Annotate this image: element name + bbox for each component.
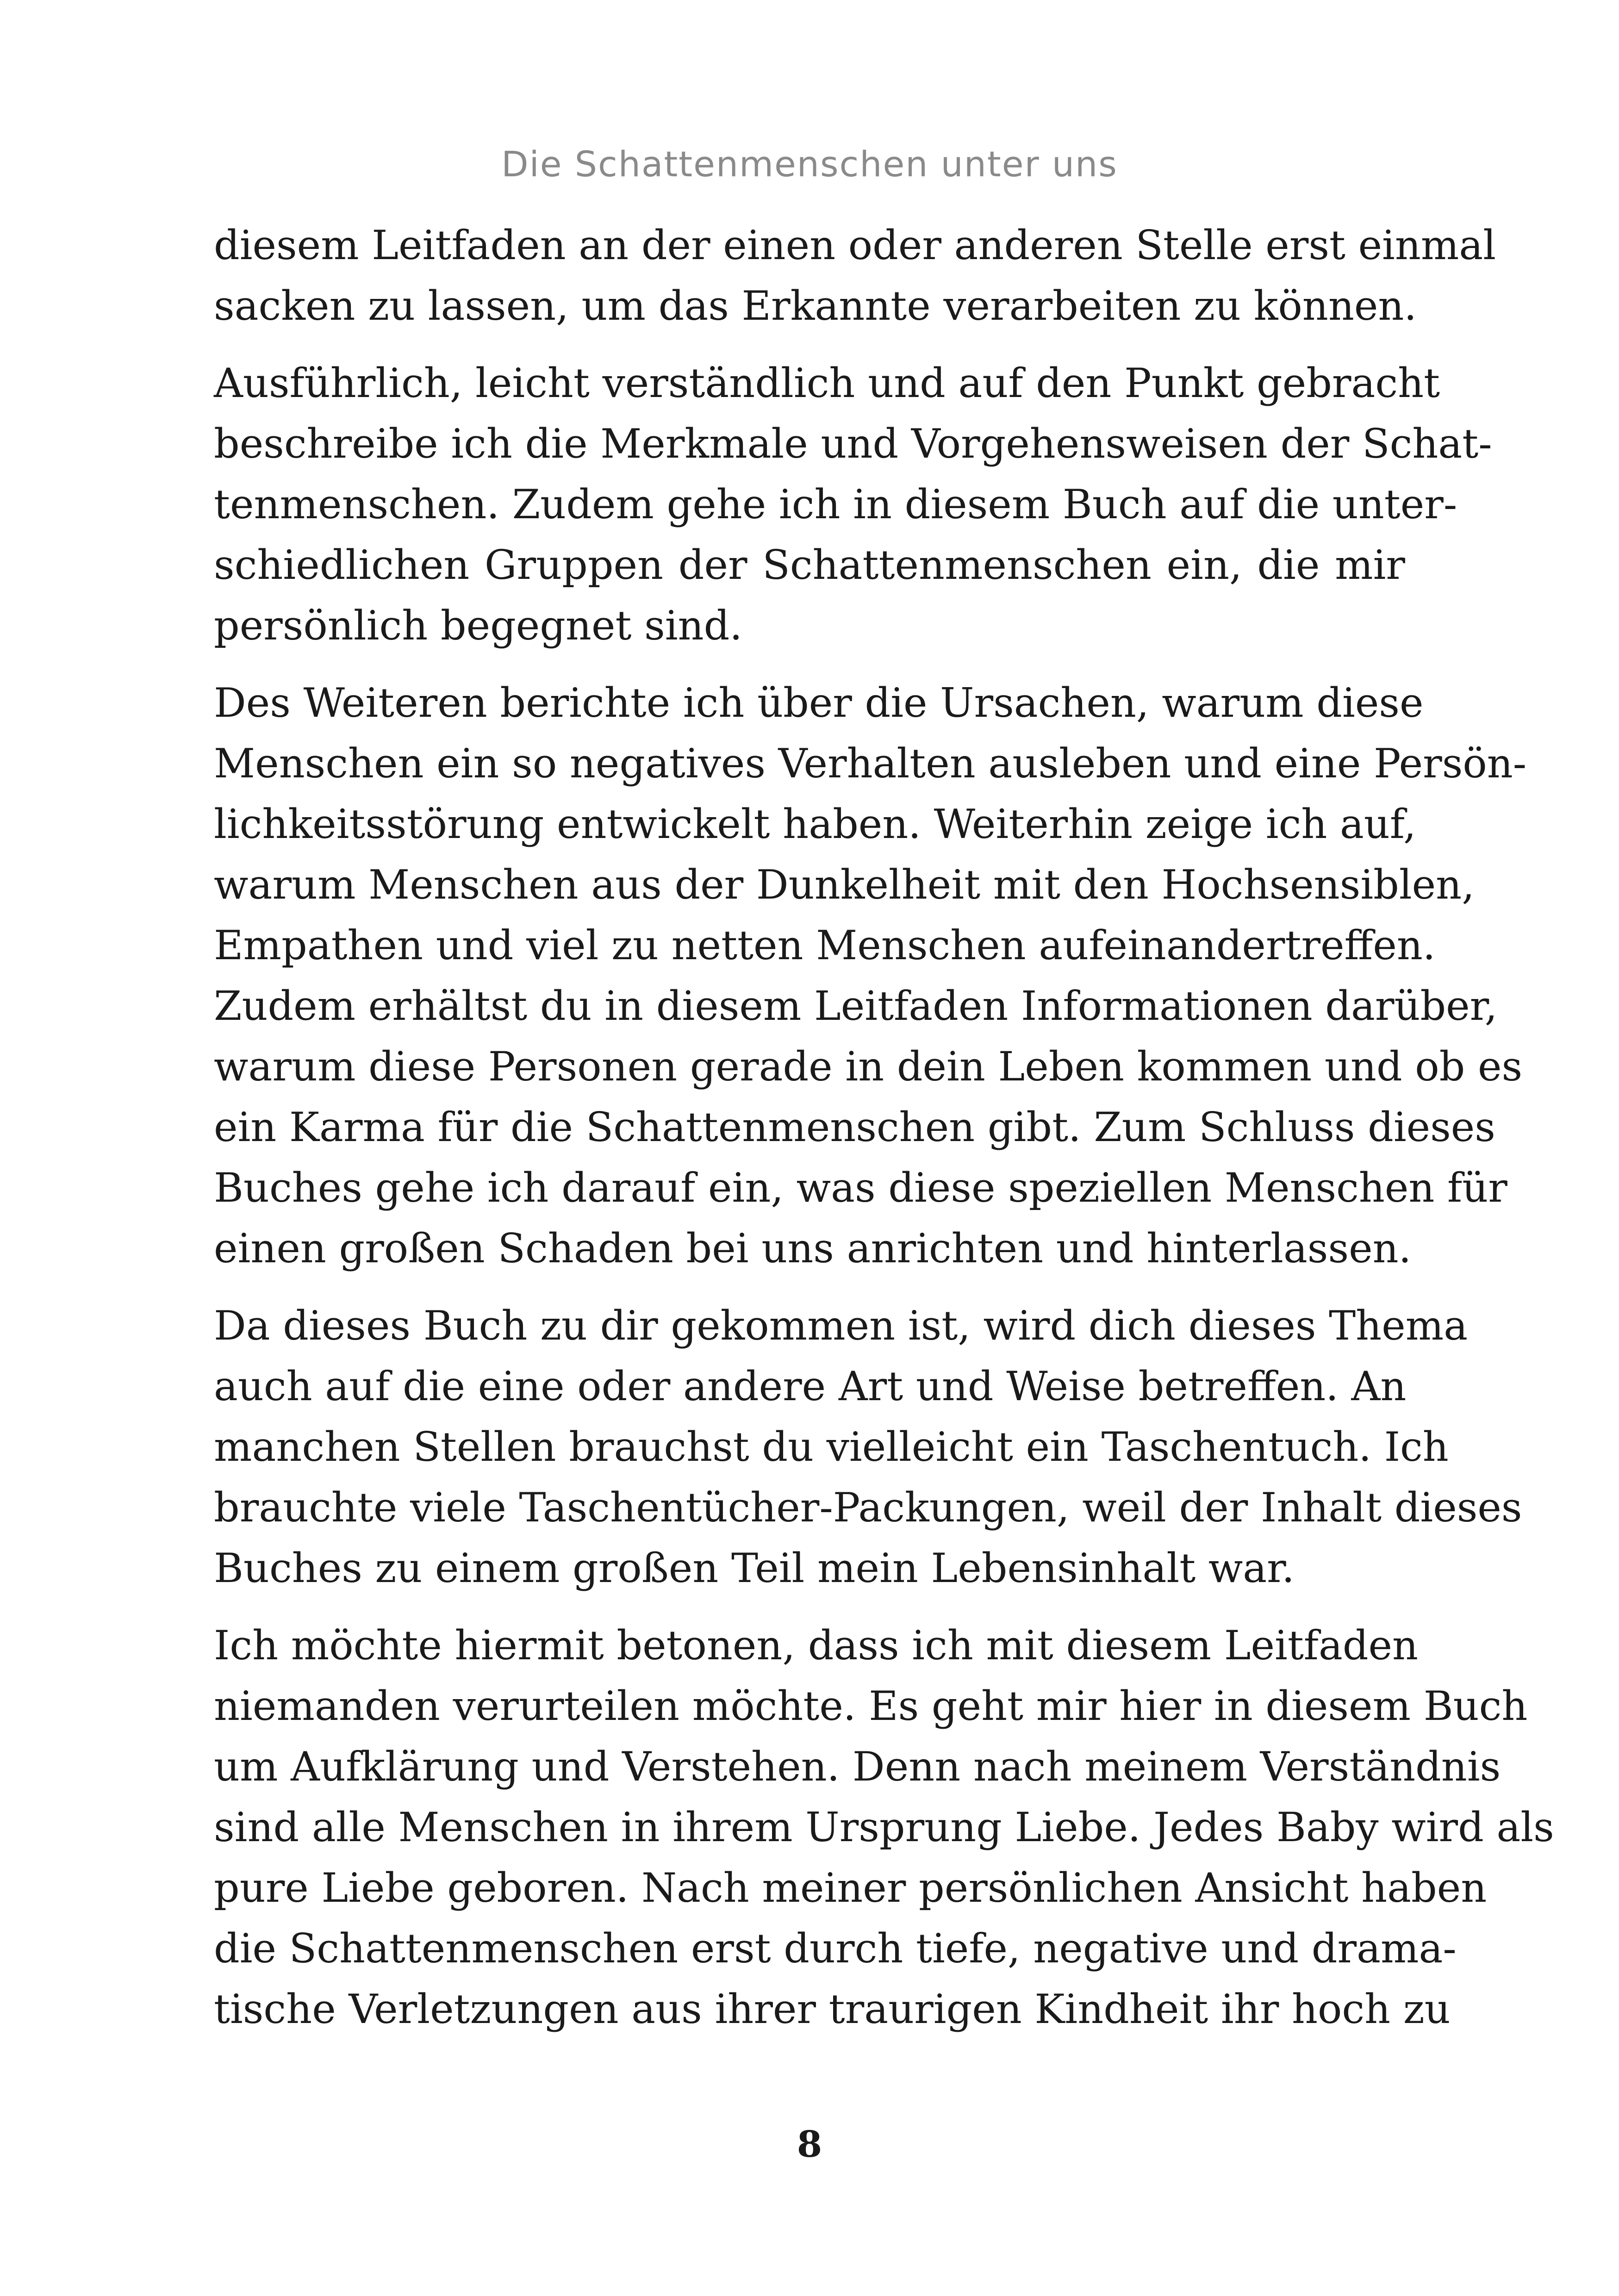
running-header-title: Die Schattenmenschen unter uns (501, 143, 1118, 185)
paragraph (214, 1615, 1554, 2040)
text-line: die Schattenmenschen erst durch tiefe, negative und drama- (214, 1925, 1457, 1972)
text-line: Des Weiteren berichte ich über die Ursachen, warum diese (214, 679, 1424, 726)
paragraph (214, 673, 1527, 1279)
text-line: beschreibe ich die Merkmale und Vorgehensweisen der Schat- (214, 420, 1492, 467)
text-line: auch auf die eine oder andere Art und Weise betreffen. An (214, 1363, 1407, 1410)
text-line: Ich möchte hiermit betonen, dass ich mit diesem Leitfaden (214, 1622, 1419, 1669)
text-line: diesem Leitfaden an der einen oder anderen Stelle erst einmal (214, 222, 1496, 269)
text-line: Buches gehe ich darauf ein, was diese speziellen Menschen für (214, 1164, 1507, 1211)
text-line: pure Liebe geboren. Nach meiner persönlichen Ansicht haben (214, 1864, 1487, 1911)
text-line: brauchte viele Taschentücher-Packungen, weil der Inhalt dieses (214, 1484, 1522, 1531)
text-line: tische Verletzungen aus ihrer traurigen Kindheit ihr hoch zu (214, 1986, 1451, 2033)
text-line: Ausführlich, leicht verständlich und auf den Punkt gebracht (214, 360, 1440, 407)
text-line: Da dieses Buch zu dir gekommen ist, wird dich dieses Thema (214, 1302, 1468, 1349)
text-line: Empathen und viel zu netten Menschen aufeinandertreffen. (214, 922, 1436, 969)
text-line: ein Karma für die Schattenmenschen gibt. Zum Schluss dieses (214, 1104, 1495, 1151)
text-line: Menschen ein so negatives Verhalten ausleben und eine Persön- (214, 740, 1527, 787)
body-text (214, 215, 1554, 2056)
paragraph (214, 215, 1496, 336)
text-line: niemanden verurteilen möchte. Es geht mir hier in diesem Buch (214, 1682, 1528, 1730)
paragraph (214, 1296, 1522, 1599)
paragraph (214, 353, 1492, 656)
text-line: warum diese Personen gerade in dein Leben kommen und ob es (214, 1043, 1523, 1090)
text-line: persönlich begegnet sind. (214, 602, 742, 649)
text-line: warum Menschen aus der Dunkelheit mit den Hochsensiblen, (214, 861, 1475, 908)
text-line: sacken zu lassen, um das Erkannte verarbeiten zu können. (214, 282, 1417, 329)
text-line: Zudem erhältst du in diesem Leitfaden Informationen darüber, (214, 982, 1498, 1030)
text-line: manchen Stellen brauchst du vielleicht ein Taschentuch. Ich (214, 1423, 1449, 1471)
text-line: lichkeitsstörung entwickelt haben. Weiterhin zeige ich auf, (214, 800, 1416, 848)
text-line: einen großen Schaden bei uns anrichten und hinterlassen. (214, 1225, 1412, 1272)
text-line: um Aufklärung und Verstehen. Denn nach meinem Verständnis (214, 1743, 1501, 1790)
text-line: tenmenschen. Zudem gehe ich in diesem Buch auf die unter- (214, 481, 1457, 528)
text-line: sind alle Menschen in ihrem Ursprung Liebe. Jedes Baby wird als (214, 1804, 1554, 1851)
page-number: 8 (797, 2123, 822, 2166)
text-line: schiedlichen Gruppen der Schattenmenschen ein, die mir (214, 541, 1405, 589)
text-line: Buches zu einem großen Teil mein Lebensinhalt war. (214, 1545, 1295, 1592)
